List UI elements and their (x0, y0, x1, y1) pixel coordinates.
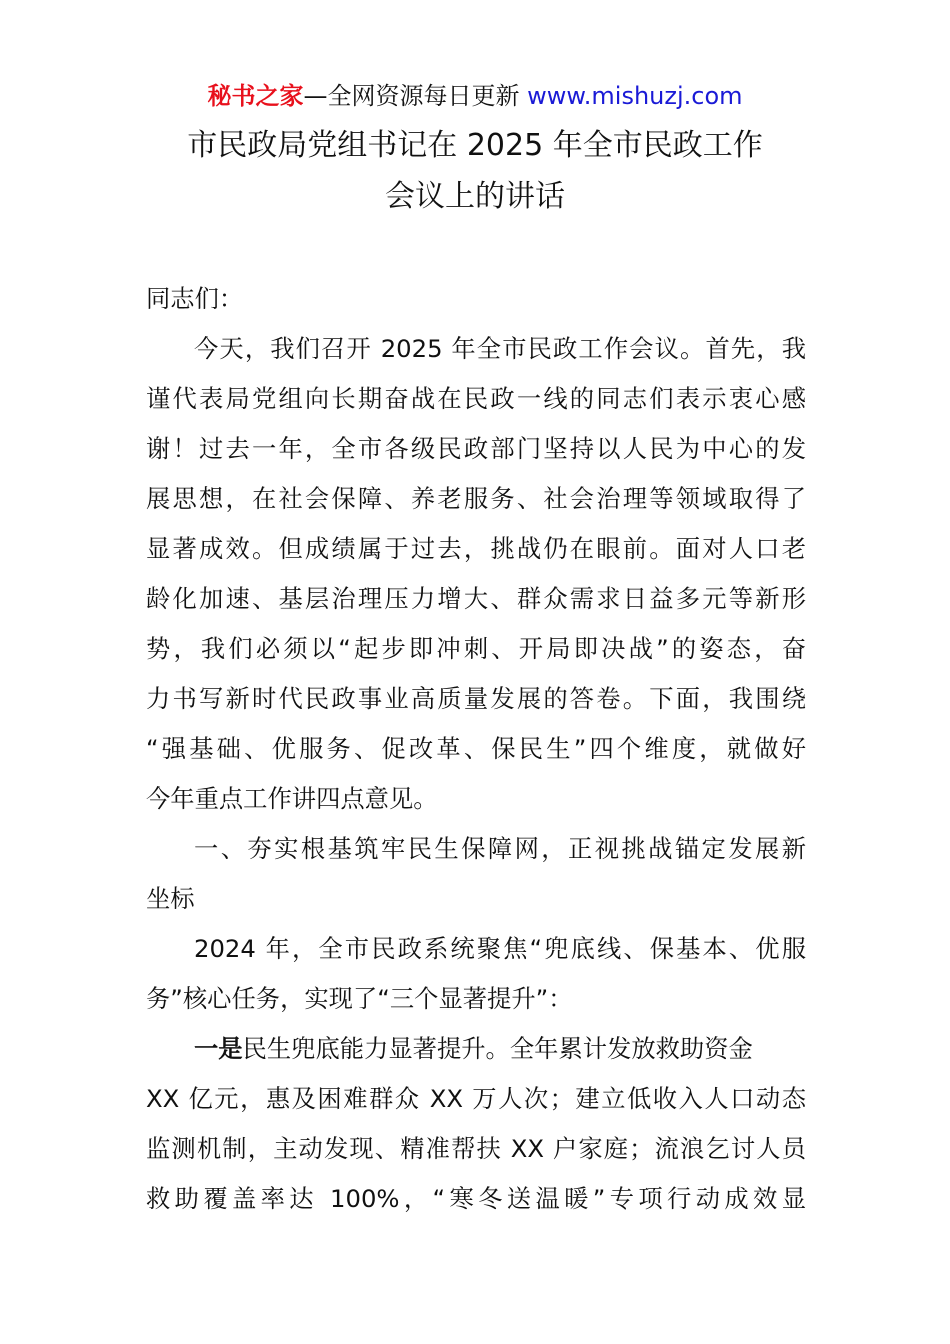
salutation: 同志们： (146, 284, 244, 313)
paragraph-line: XX 亿元，惠及困难群众 XX 万人次；建立低收入人口动态 (146, 1084, 806, 1113)
paragraph-line: 展思想，在社会保障、养老服务、社会治理等领域取得了 (146, 484, 806, 513)
paragraph-line: 龄化加速、基层治理压力增大、群众需求日益多元等新形 (146, 584, 806, 613)
paragraph-line: 显著成效。但成绩属于过去，挑战仍在眼前。面对人口老 (146, 534, 806, 563)
site-header (0, 80, 950, 112)
section-heading-line: 一、夯实根基筑牢民生保障网，正视挑战锚定发展新 (194, 834, 806, 863)
paragraph-line: 谨代表局党组向长期奋战在民政一线的同志们表示衷心感 (146, 384, 806, 413)
site-tagline: —全网资源每日更新 (303, 82, 528, 110)
paragraph-text: 民生兜底能力显著提升。全年累计发放救助资金 (242, 1034, 753, 1063)
paragraph-line-with-lead (194, 1031, 806, 1067)
paragraph-line: 救助覆盖率达 100%，“寒冬送温暖”专项行动成效显 (146, 1184, 806, 1213)
paragraph-line: 势，我们必须以“起步即冲刺、开局即决战”的姿态，奋 (146, 634, 806, 663)
paragraph-line: 2024 年，全市民政系统聚焦“兜底线、保基本、优服 (194, 934, 806, 963)
document-title-line-2: 会议上的讲话 (385, 179, 565, 214)
document-title-line-1: 市民政局党组书记在 2025 年全市民政工作 (187, 128, 763, 163)
site-url-link[interactable]: www.mishuzj.com (527, 82, 743, 110)
bold-lead-text: 一是 (194, 1034, 243, 1063)
paragraph-line: 务”核心任务，实现了“三个显著提升”： (146, 984, 573, 1013)
paragraph-line: 监测机制，主动发现、精准帮扶 XX 户家庭；流浪乞讨人员 (146, 1134, 806, 1163)
paragraph-line: 谢！过去一年，全市各级民政部门坚持以人民为中心的发 (146, 434, 806, 463)
paragraph-line: 今年重点工作讲四点意见。 (146, 784, 438, 813)
site-brand: 秘书之家 (207, 82, 304, 110)
paragraph-line: 今天，我们召开 2025 年全市民政工作会议。首先，我 (194, 334, 806, 363)
paragraph-line: 力书写新时代民政事业高质量发展的答卷。下面，我围绕 (146, 684, 806, 713)
section-heading-line: 坐标 (146, 884, 195, 913)
paragraph-line: “强基础、优服务、促改革、保民生”四个维度，就做好 (146, 734, 806, 763)
